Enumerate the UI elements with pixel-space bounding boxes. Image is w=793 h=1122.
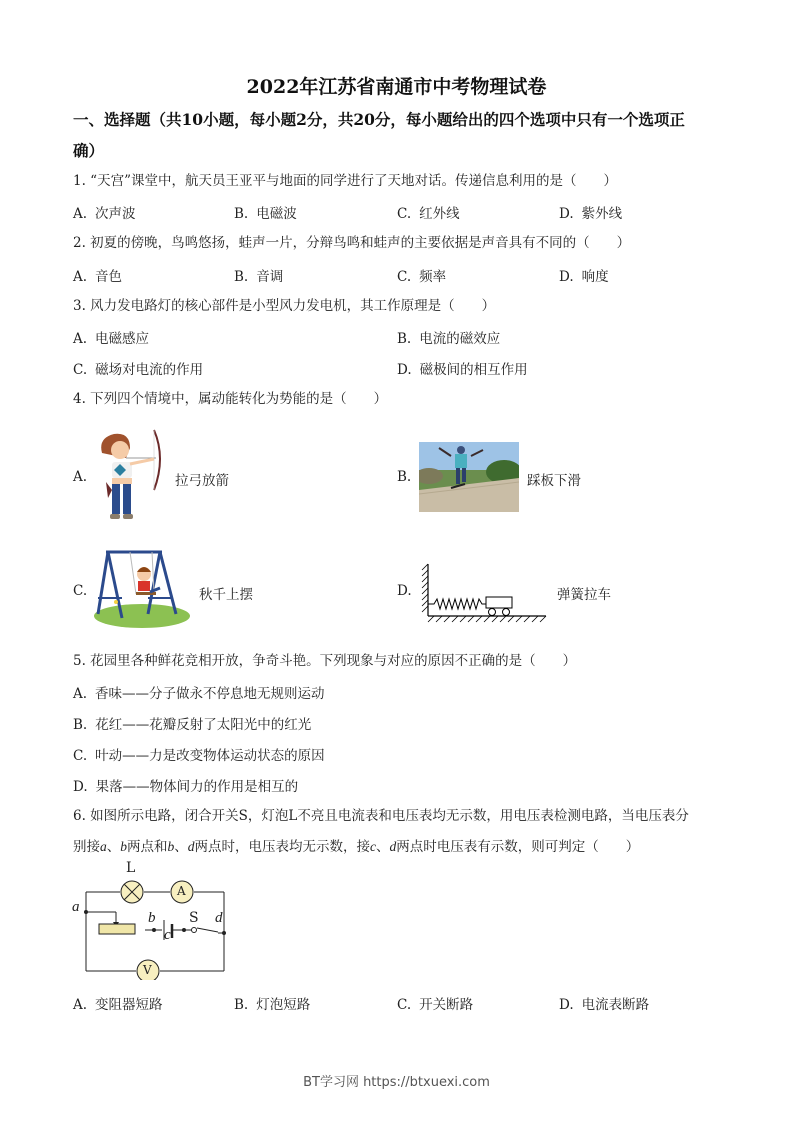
q6-option-a [73,993,163,1013]
point-c: c [370,839,376,854]
ammeter-label: A [177,884,186,898]
option-text: 音调 [256,269,284,285]
q1-option-b [234,202,297,222]
question-5-stem: 5. 花园里各种鲜花竞相开放，争奇斗艳。下列现象与对应的原因不正确的是（ ） [73,653,577,669]
q5-option-d [73,775,298,795]
point-a: a [100,839,107,854]
option-text: 音色 [95,269,123,285]
option-text: 红外线 [419,206,460,222]
option-text: 香味——分子做永不停息地无规则运动 [95,686,325,702]
q4-option-b-label: B. [397,469,412,485]
q6-option-d [559,993,649,1013]
option-label: A. [73,686,88,702]
option-label: C. [73,362,88,378]
q3-option-b [397,327,500,347]
option-text: 磁场对电流的作用 [95,362,204,378]
q4-option-a-text: 拉弓放箭 [175,473,229,489]
q4-option-d-label: D. [397,583,412,599]
option-text: 响度 [581,269,609,285]
q6-option-b [234,993,310,1013]
section-heading [73,104,733,166]
option-text: 电磁波 [256,206,297,222]
q1-option-d [559,202,622,222]
q4-option-a-label: A. [73,469,88,485]
option-label: D. [559,206,574,222]
q6-option-c [397,993,473,1013]
option-text: 花红——花瓣反射了太阳光中的红光 [95,717,312,733]
q2-option-a [73,265,122,285]
q2-option-d [559,265,609,285]
option-text: 果落——物体间力的作用是相互的 [95,779,299,795]
q1-option-c [397,202,460,222]
option-label: D. [73,779,88,795]
q3-option-a [73,327,149,347]
option-text: 紫外线 [581,206,623,222]
text-fragment: 、 [106,839,121,855]
q5-option-c [73,744,325,764]
lamp-label: L [126,860,136,876]
option-text: 频率 [419,269,447,285]
option-label: B. [234,269,249,285]
question-3-stem: 3. 风力发电路灯的核心部件是小型风力发电机，其工作原理是（ ） [73,298,496,314]
option-label: B. [397,331,412,347]
option-label: A. [73,206,88,222]
option-text: 磁极间的相互作用 [419,362,528,378]
question-6-stem-line1: 6. 如图所示电路，闭合开关S，灯泡L不亮且电流表和电压表均无示数，用电压表检测电路，当电压表分 [73,808,689,824]
question-6-stem-line2 [73,837,639,857]
question-1-stem: 1. “天宫”课堂中，航天员王亚平与地面的同学进行了天地对话。传递信息利用的是（ ） [73,173,617,189]
option-text: 电流的磁效应 [419,331,501,347]
page-title: 2022年江苏省南通市中考物理试卷 [246,76,547,98]
option-label: A. [73,331,88,347]
option-text: 灯泡短路 [256,997,311,1013]
q4-option-c-label: C. [73,583,88,599]
option-text: 变阻器短路 [95,997,163,1013]
option-label: C. [397,206,412,222]
footer-watermark: BT学习网 https://btxuexi.com [303,1075,490,1090]
point-b: b [167,839,175,854]
q3-option-d [397,358,528,378]
text-fragment: 两点时，电压表均无示数，接 [194,839,370,855]
circuit-diagram [68,860,238,980]
q2-option-c [397,265,446,285]
option-label: A. [73,269,88,285]
q2-option-b [234,265,283,285]
q3-option-c [73,358,203,378]
q4-option-c-text: 秋千上摆 [199,587,253,603]
option-text: 电磁感应 [95,331,150,347]
section-heading-line1: 一、选择题（共10小题，每小题2分，共20分，每小题给出的四个选项中只有一个选项正 [73,110,685,129]
point-d: d [389,839,397,854]
option-label: A. [73,997,88,1013]
option-text: 开关断路 [419,997,474,1013]
text-fragment: 两点时电压表有示数，则可判定（ ） [396,839,640,855]
option-label: D. [559,997,574,1013]
q5-option-a [73,682,325,702]
option-label: D. [397,362,412,378]
option-label: B. [234,206,249,222]
section-heading-line2: 确） [73,141,105,160]
skateboard-slope-photo [419,442,519,512]
option-label: C. [397,269,412,285]
point-d: d [187,839,195,854]
point-a-label: a [72,899,80,915]
voltmeter-label: V [143,963,152,977]
option-label: C. [397,997,412,1013]
option-text: 次声波 [95,206,136,222]
option-text: 叶动——力是改变物体运动状态的原因 [95,748,325,764]
switch-label: S [189,910,199,926]
option-label: B. [234,997,249,1013]
girl-archery-illustration [96,428,166,526]
spring-cart-diagram [418,562,548,624]
point-d-label: d [215,910,223,926]
child-on-swing-illustration [92,548,192,628]
point-b: b [120,839,127,854]
point-c-label: c [164,927,171,943]
text-fragment: 、 [376,839,390,855]
question-4-stem: 4. 下列四个情境中，属动能转化为势能的是（ ） [73,391,388,407]
option-label: D. [559,269,574,285]
q1-option-a [73,202,136,222]
text-fragment: 两点和 [127,839,168,855]
text-fragment: 别接 [73,839,100,855]
q4-option-b-text: 踩板下滑 [527,473,581,489]
q5-option-b [73,713,311,733]
q4-option-d-text: 弹簧拉车 [557,587,611,603]
text-fragment: 、 [174,839,188,855]
option-label: B. [73,717,88,733]
question-2-stem: 2. 初夏的傍晚，鸟鸣悠扬，蛙声一片，分辩鸟鸣和蛙声的主要依据是声音具有不同的（ ） [73,235,631,251]
option-label: C. [73,748,88,764]
point-b-label: b [148,910,156,926]
option-text: 电流表断路 [581,997,650,1013]
